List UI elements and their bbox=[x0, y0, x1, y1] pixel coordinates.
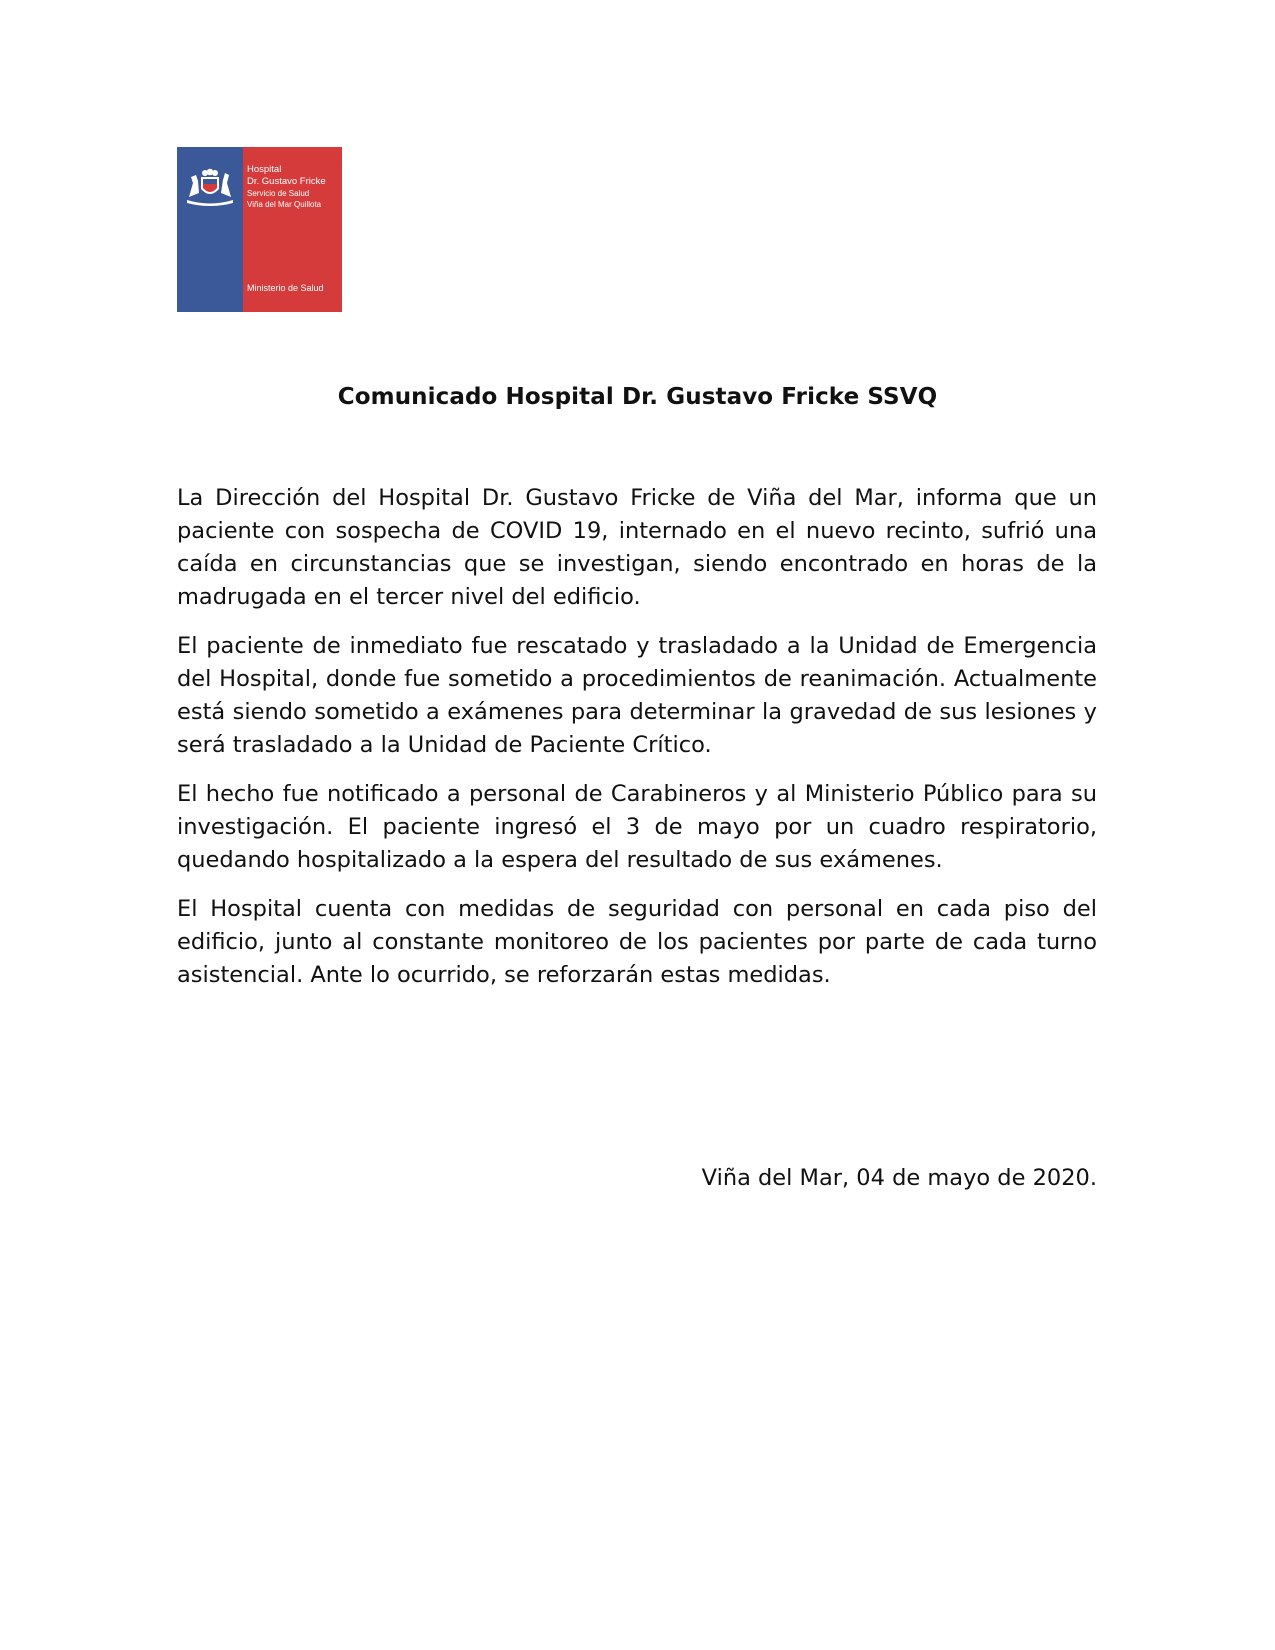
paragraph: La Dirección del Hospital Dr. Gustavo Fricke de Viña del Mar, informa que un paciente con sospecha de COVID 19, internado en el nuevo recinto, sufrió una caída en circunstancias que se investigan, siendo encontrado en horas de la madrugada en el tercer nivel del edificio. bbox=[177, 485, 1097, 610]
logo-text-service: Servicio de Salud bbox=[247, 189, 310, 198]
logo-text-region: Viña del Mar Quillota bbox=[247, 200, 322, 209]
logo-text-hospital-name: Dr. Gustavo Fricke bbox=[247, 176, 326, 187]
logo-blue-band bbox=[177, 147, 243, 312]
logo-text-hospital: Hospital bbox=[247, 164, 282, 175]
paragraph: El Hospital cuenta con medidas de seguridad con personal en cada piso del edificio, junto al constante monitoreo de los pacientes por parte de cada turno asistencial. Ante lo ocurrido, se reforzarán estas medidas. bbox=[177, 896, 1097, 988]
logo-text-ministry: Ministerio de Salud bbox=[247, 283, 324, 293]
chile-coat-of-arms-icon bbox=[183, 167, 237, 207]
paragraph: El paciente de inmediato fue rescatado y trasladado a la Unidad de Emergencia del Hospital, donde fue sometido a procedimientos de reanimación. Actualmente está siendo sometido a exámenes para determinar la gravedad de sus lesiones y será trasladado a la Unidad de Paciente Crítico. bbox=[177, 633, 1097, 758]
paragraph: El hecho fue notificado a personal de Carabineros y al Ministerio Público para su investigación. El paciente ingresó el 3 de mayo por un cuadro respiratorio, quedando hospitalizado a la espera del resultado de sus exámenes. bbox=[177, 781, 1097, 873]
document-body bbox=[177, 482, 1097, 1008]
place-and-date: Viña del Mar, 04 de mayo de 2020. bbox=[701, 1165, 1097, 1191]
logo-red-band bbox=[243, 147, 342, 312]
hospital-logo bbox=[177, 147, 342, 312]
document-title: Comunicado Hospital Dr. Gustavo Fricke SSVQ bbox=[337, 384, 938, 410]
